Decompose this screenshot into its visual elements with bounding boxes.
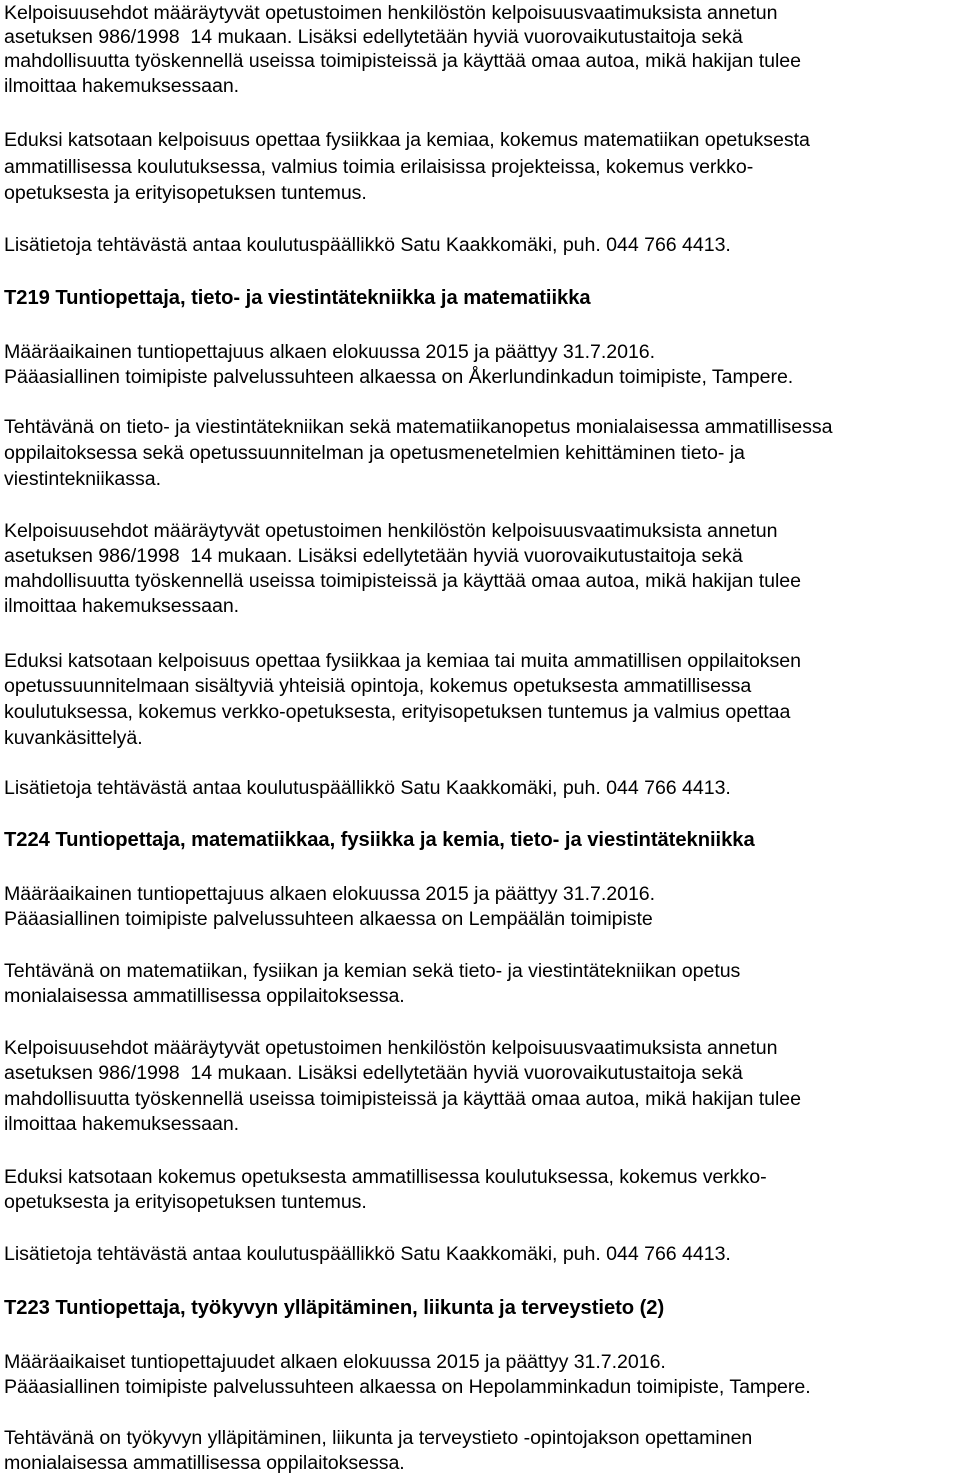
intro-merit-line-2: ammatillisessa koulutuksessa, valmius toimia erilaisissa projekteissa, kokemus verkko- — [4, 156, 754, 178]
t224-task-line-1: Tehtävänä on matematiikan, fysiikan ja kemian sekä tieto- ja viestintätekniikan opetus — [4, 960, 741, 982]
t219-location: Pääasiallinen toimipiste palvelussuhteen alkaessa on Åkerlundinkadun toimipiste, Tampere. — [4, 366, 794, 388]
t224-qualification-line-3: mahdollisuutta työskennellä useissa toimipisteissä ja käyttää omaa autoa, mikä hakijan tulee — [4, 1088, 802, 1110]
t219-qualification-line-2: asetuksen 986/1998 14 mukaan. Lisäksi edellytetään hyviä vuorovaikutustaitoja sekä — [4, 545, 743, 567]
t224-qualification-line-4: ilmoittaa hakemuksessaan. — [4, 1113, 240, 1135]
t219-merit-line-2: opetussuunnitelmaan sisältyviä yhteisiä opintoja, kokemus opetuksesta ammatillisessa — [4, 675, 752, 697]
t224-location: Pääasiallinen toimipiste palvelussuhteen alkaessa on Lempäälän toimipiste — [4, 908, 653, 930]
t219-task-line-3: viestintekniikassa. — [4, 468, 161, 490]
t219-title: T219 Tuntiopettaja, tieto- ja viestintätekniikka ja matematiikka — [4, 287, 591, 309]
t223-location: Pääasiallinen toimipiste palvelussuhteen alkaessa on Hepolamminkadun toimipiste, Tampere. — [4, 1376, 811, 1398]
t219-term: Määräaikainen tuntiopettajuus alkaen elokuussa 2015 ja päättyy 31.7.2016. — [4, 341, 656, 363]
t224-title: T224 Tuntiopettaja, matematiikkaa, fysiikka ja kemia, tieto- ja viestintätekniikka — [4, 829, 755, 851]
t219-merit-line-1: Eduksi katsotaan kelpoisuus opettaa fysiikkaa ja kemiaa tai muita ammatillisen oppilaitoksen — [4, 650, 801, 672]
intro-merit-line-3: opetuksesta ja erityisopetuksen tuntemus. — [4, 182, 367, 204]
intro-qualification-line-2: asetuksen 986/1998 14 mukaan. Lisäksi edellytetään hyviä vuorovaikutustaitoja sekä — [4, 26, 743, 48]
t219-task-line-1: Tehtävänä on tieto- ja viestintätekniikan sekä matematiikanopetus monialaisessa ammatillisessa — [4, 416, 833, 438]
t223-title: T223 Tuntiopettaja, työkyvyn ylläpitäminen, liikunta ja terveystieto (2) — [4, 1297, 665, 1319]
t224-task-line-2: monialaisessa ammatillisessa oppilaitoksessa. — [4, 985, 405, 1007]
t223-task-line-1: Tehtävänä on työkyvyn ylläpitäminen, liikunta ja terveystieto -opintojakson opettaminen — [4, 1427, 753, 1449]
t219-task-line-2: oppilaitoksessa sekä opetussuunnitelman ja opetusmenetelmien kehittäminen tieto- ja — [4, 442, 745, 464]
t219-qualification-line-1: Kelpoisuusehdot määräytyvät opetustoimen henkilöstön kelpoisuusvaatimuksista annetun — [4, 520, 778, 542]
t219-qualification-line-3: mahdollisuutta työskennellä useissa toimipisteissä ja käyttää omaa autoa, mikä hakijan tulee — [4, 570, 802, 592]
intro-qualification-line-1: Kelpoisuusehdot määräytyvät opetustoimen henkilöstön kelpoisuusvaatimuksista annetun — [4, 2, 778, 24]
t219-merit-line-3: koulutuksessa, kokemus verkko-opetuksesta, erityisopetuksen tuntemus ja valmius opettaa — [4, 701, 791, 723]
t224-merit-line-1: Eduksi katsotaan kokemus opetuksesta ammatillisessa koulutuksessa, kokemus verkko- — [4, 1166, 767, 1188]
intro-qualification-line-3: mahdollisuutta työskennellä useissa toimipisteissä ja käyttää omaa autoa, mikä hakijan tulee — [4, 50, 802, 72]
t224-qualification-line-1: Kelpoisuusehdot määräytyvät opetustoimen henkilöstön kelpoisuusvaatimuksista annetun — [4, 1037, 778, 1059]
t224-contact: Lisätietoja tehtävästä antaa koulutuspäällikkö Satu Kaakkomäki, puh. 044 766 4413. — [4, 1243, 731, 1265]
t219-merit-line-4: kuvankäsittelyä. — [4, 727, 143, 749]
t219-qualification-line-4: ilmoittaa hakemuksessaan. — [4, 595, 240, 617]
intro-qualification-line-4: ilmoittaa hakemuksessaan. — [4, 75, 240, 97]
intro-merit-line-1: Eduksi katsotaan kelpoisuus opettaa fysiikkaa ja kemiaa, kokemus matematiikan opetuksesta — [4, 129, 810, 151]
t223-task-line-2: monialaisessa ammatillisessa oppilaitoksessa. — [4, 1452, 405, 1474]
intro-contact: Lisätietoja tehtävästä antaa koulutuspäällikkö Satu Kaakkomäki, puh. 044 766 4413. — [4, 234, 731, 256]
t224-qualification-line-2: asetuksen 986/1998 14 mukaan. Lisäksi edellytetään hyviä vuorovaikutustaitoja sekä — [4, 1062, 743, 1084]
t224-merit-line-2: opetuksesta ja erityisopetuksen tuntemus. — [4, 1191, 367, 1213]
t224-term: Määräaikainen tuntiopettajuus alkaen elokuussa 2015 ja päättyy 31.7.2016. — [4, 883, 656, 905]
t223-term: Määräaikaiset tuntiopettajuudet alkaen elokuussa 2015 ja päättyy 31.7.2016. — [4, 1351, 666, 1373]
t219-contact: Lisätietoja tehtävästä antaa koulutuspäällikkö Satu Kaakkomäki, puh. 044 766 4413. — [4, 777, 731, 799]
